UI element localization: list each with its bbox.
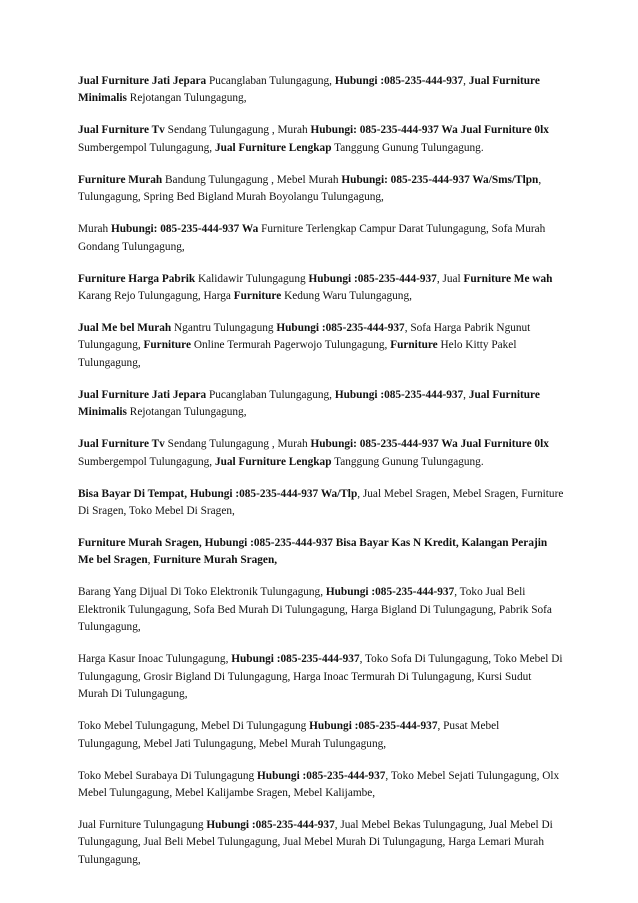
bold-text-run: Hubungi :085-235-444-937 bbox=[276, 322, 405, 335]
text-run: , Jual Mebel Sragen, Mebel Sragen, Furniture Di Sragen, Toko Mebel Di Sragen, bbox=[78, 487, 564, 518]
text-run: , Jual Mebel Bekas Tulungagung, Jual Mebel Di Tulungagung, Jual Beli Mebel Tulungagung, Jual Mebel Murah Di Tulungagung, Harga Lemari Murah Tulungagung, bbox=[78, 818, 553, 866]
text-run: Tanggung Gunung Tulungagung. bbox=[331, 141, 484, 154]
text-run: Ngantru Tulungagung bbox=[171, 322, 277, 335]
paragraph bbox=[78, 817, 564, 869]
bold-text-run: Jual Furniture Minimalis bbox=[78, 388, 540, 419]
paragraph bbox=[78, 387, 564, 422]
paragraph bbox=[78, 122, 564, 157]
bold-text-run: Jual Furniture Jati Jepara bbox=[78, 388, 207, 401]
text-run: Jual Furniture Tulungagung bbox=[78, 818, 207, 831]
bold-text-run: Jual Furniture Jati Jepara bbox=[78, 75, 207, 87]
paragraph bbox=[78, 768, 564, 803]
paragraph bbox=[78, 271, 564, 306]
bold-text-run: Furniture bbox=[233, 290, 282, 303]
text-run: , Pusat Mebel Tulungagung, Mebel Jati Tulungagung, Mebel Murah Tulungagung, bbox=[78, 720, 500, 750]
text-run: , Toko Sofa Di Tulungagung, Toko Mebel Di Tulungagung, Grosir Bigland Di Tulungagung, Harga Inoac Termurah Di Tulungagung, Kursi Sudut Murah Di Tulungagung, bbox=[78, 653, 563, 701]
bold-text-run: Hubungi :085-235-444-937 bbox=[334, 75, 464, 87]
text-run: Rejotangan Tulungagung, bbox=[126, 92, 247, 105]
bold-text-run: Hubungi :085-235-444-937 bbox=[334, 388, 464, 401]
bold-text-run: Jual Furniture Lengkap bbox=[214, 455, 332, 468]
paragraph bbox=[78, 651, 564, 703]
bold-text-run: Jual Me bel Murah bbox=[78, 322, 172, 335]
text-run: Pucanglaban Tulungagung, bbox=[206, 388, 335, 401]
text-run: Barang Yang Dijual Di Toko Elektronik Tulungagung, bbox=[78, 586, 326, 599]
text-run: Kedung Waru Tulungagung, bbox=[281, 290, 412, 303]
paragraph bbox=[78, 718, 564, 753]
text-run: , Jual bbox=[436, 272, 464, 285]
text-run: , Tulungagung, Spring Bed Bigland Murah Boyolangu Tulungagung, bbox=[78, 173, 542, 204]
text-run: Sumbergempol Tulungagung, bbox=[78, 455, 215, 468]
bold-text-run: Hubungi: 085-235-444-937 Wa/Sms/Tlpn bbox=[341, 173, 539, 186]
text-run: Sendang Tulungagung , Murah bbox=[164, 124, 311, 137]
bold-text-run: Jual Furniture Tv bbox=[78, 438, 165, 451]
bold-text-run: Hubungi :085-235-444-937 bbox=[308, 272, 437, 285]
text-run: , bbox=[463, 388, 469, 401]
bold-text-run: Hubungi :085-235-444-937 bbox=[231, 653, 360, 666]
text-run: Murah bbox=[78, 223, 111, 236]
text-run: Toko Mebel Surabaya Di Tulungagung bbox=[78, 769, 258, 782]
text-run: Sendang Tulungagung , Murah bbox=[164, 438, 311, 451]
text-run: Online Termurah Pagerwojo Tulungagung, bbox=[191, 339, 391, 352]
text-run: , bbox=[147, 554, 154, 567]
bold-text-run: Furniture Murah Sragen, Hubungi :085-235-444-937 Bisa Bayar Kas N Kredit, Kalangan Perajin Me bel Sragen bbox=[78, 537, 548, 567]
text-run: Furniture Terlengkap Campur Darat Tulungagung, Sofa Murah Gondang Tulungagung, bbox=[78, 223, 546, 253]
paragraph bbox=[78, 535, 564, 570]
paragraph bbox=[78, 172, 564, 207]
paragraph bbox=[78, 73, 564, 108]
text-run: , Toko Mebel Sejati Tulungagung, Olx Mebel Tulungagung, Mebel Kalijambe Sragen, Mebel Kalijambe, bbox=[78, 769, 560, 799]
paragraph bbox=[78, 320, 564, 372]
bold-text-run: Furniture Harga Pabrik bbox=[78, 272, 196, 285]
bold-text-run: Jual Furniture Minimalis bbox=[78, 75, 540, 105]
text-run: , Toko Jual Beli Elektronik Tulungagung, Sofa Bed Murah Di Tulungagung, Harga Bigland Di Tulungagung, Pabrik Sofa Tulungagung, bbox=[78, 586, 552, 634]
bold-text-run: Jual Furniture Tv bbox=[78, 124, 165, 137]
bold-text-run: Hubungi :085-235-444-937 bbox=[325, 586, 455, 599]
text-run: Harga Kasur Inoac Tulungagung, bbox=[78, 653, 232, 666]
text-run: Bandung Tulungagung , Mebel Murah bbox=[162, 173, 342, 186]
bold-text-run: Hubungi: 085-235-444-937 Wa Jual Furniture 0lx bbox=[310, 124, 549, 137]
paragraph bbox=[78, 584, 564, 636]
bold-text-run: Hubungi: 085-235-444-937 Wa bbox=[110, 223, 259, 236]
text-run: Helo Kitty Pakel Tulungagung, bbox=[78, 339, 517, 369]
text-run: , Sofa Harga Pabrik Ngunut Tulungagung, bbox=[78, 322, 531, 352]
text-run: Toko Mebel Tulungagung, Mebel Di Tulungagung bbox=[78, 720, 310, 733]
text-run: , bbox=[463, 75, 469, 87]
bold-text-run: Hubungi :085-235-444-937 bbox=[206, 818, 335, 831]
bold-text-run: Furniture bbox=[390, 339, 438, 352]
bold-text-run: Jual Furniture Lengkap bbox=[214, 141, 332, 154]
bold-text-run: Hubungi: 085-235-444-937 Wa Jual Furniture 0lx bbox=[310, 438, 549, 451]
bold-text-run: Bisa Bayar Di Tempat, Hubungi :085-235-444-937 Wa/Tlp bbox=[78, 487, 358, 500]
document-body bbox=[78, 73, 564, 884]
text-run: Pucanglaban Tulungagung, bbox=[206, 75, 335, 87]
bold-text-run: Furniture bbox=[143, 339, 191, 352]
bold-text-run: Furniture Murah Sragen, bbox=[153, 554, 278, 567]
text-run: Sumbergempol Tulungagung, bbox=[78, 141, 215, 154]
bold-text-run: Furniture Me wah bbox=[463, 272, 553, 285]
text-run: Karang Rejo Tulungagung, Harga bbox=[78, 290, 234, 303]
paragraph bbox=[78, 486, 564, 521]
paragraph bbox=[78, 221, 564, 256]
bold-text-run: Furniture Murah bbox=[78, 173, 163, 186]
bold-text-run: Hubungi :085-235-444-937 bbox=[309, 720, 438, 733]
text-run: Kalidawir Tulungagung bbox=[195, 272, 309, 285]
bold-text-run: Hubungi :085-235-444-937 bbox=[257, 769, 386, 782]
text-run: Rejotangan Tulungagung, bbox=[126, 406, 247, 419]
paragraph bbox=[78, 436, 564, 471]
text-run: Tanggung Gunung Tulungagung. bbox=[331, 455, 484, 468]
